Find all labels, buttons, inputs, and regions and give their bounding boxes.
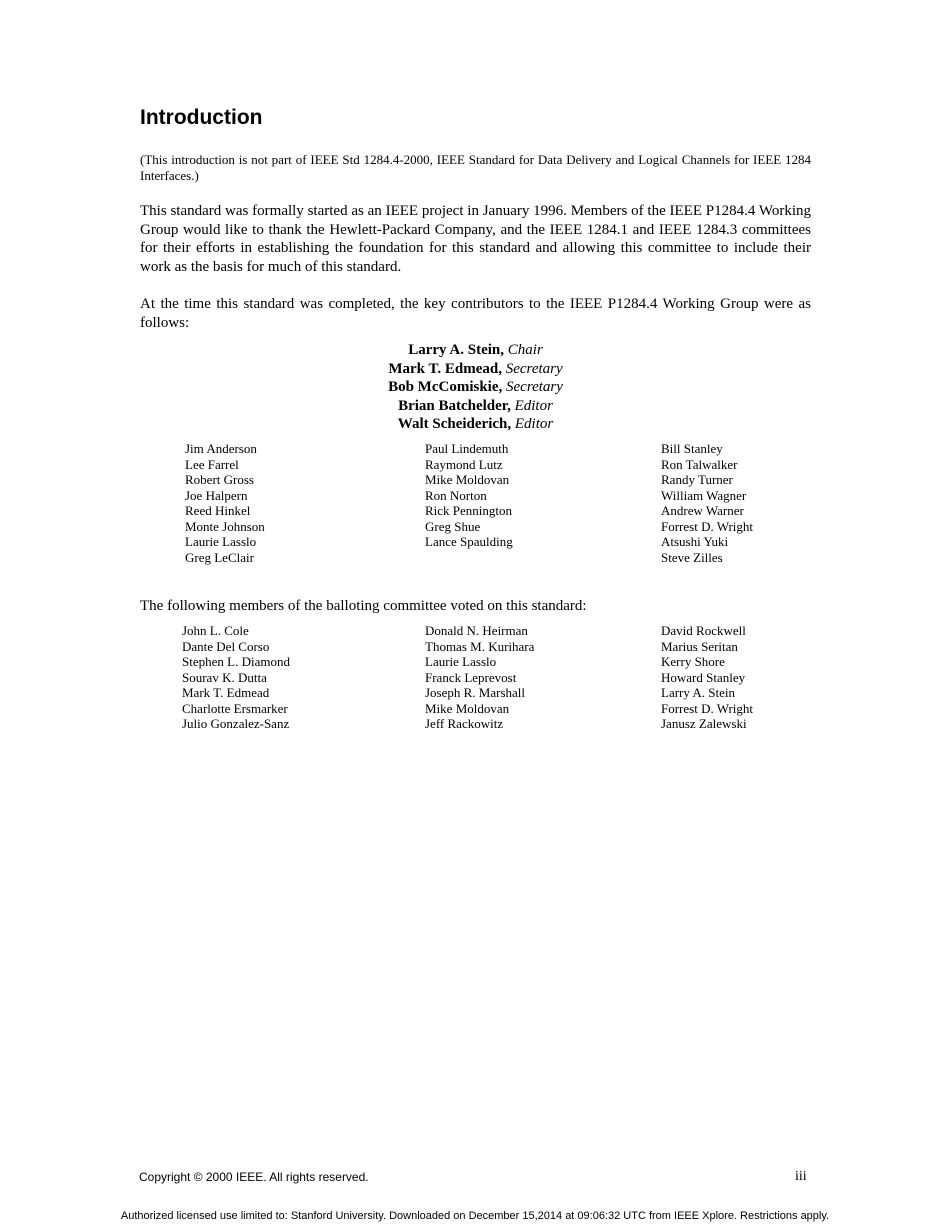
- intro-note: (This introduction is not part of IEEE Std 1284.4-2000, IEEE Standard for Data Delivery and Logical Channels for IEEE 1284 Interfaces.): [140, 152, 811, 183]
- working-group-column-1: [185, 441, 265, 565]
- ballot-member-name: Mike Moldovan: [425, 700, 510, 716]
- ballot-member-name: Stephen L. Diamond: [182, 654, 290, 669]
- ballot-member-name: Sourav K. Dutta: [182, 669, 267, 685]
- member-name: Ron Norton: [425, 487, 487, 503]
- member-name: Rick Pennington: [425, 503, 513, 518]
- member-name: Ron Talwalker: [661, 456, 738, 472]
- member-name: Robert Gross: [185, 472, 254, 487]
- officer-entry: Mark T. Edmead, Secretary: [388, 360, 563, 377]
- ballot-member-name: Dante Del Corso: [182, 638, 270, 654]
- member-name: Steve Zilles: [661, 549, 723, 565]
- member-name: Mike Moldovan: [425, 472, 510, 487]
- member-name: Laurie Lasslo: [185, 534, 257, 549]
- member-name: Atsushi Yuki: [661, 534, 729, 549]
- ballot-member-name: Jeff Rackowitz: [425, 716, 504, 731]
- ballot-member-name: Mark T. Edmead: [182, 685, 270, 700]
- ballot-column-2: [425, 623, 534, 732]
- ballot-member-name: Charlotte Ersmarker: [182, 700, 288, 716]
- member-name: Joe Halpern: [185, 487, 248, 503]
- officer-entry: Brian Batchelder, Editor: [398, 397, 553, 414]
- member-name: Paul Lindemuth: [425, 441, 509, 456]
- member-name: Lee Farrel: [185, 456, 239, 472]
- license-notice: Authorized licensed use limited to: Stanford University. Downloaded on December 15,2014 at 09:06:32 UTC from IEEE Xplore. Restrictions apply.: [120, 1210, 830, 1222]
- page-title: Introduction: [140, 106, 263, 129]
- ballot-member-name: Janusz Zalewski: [661, 716, 747, 731]
- member-name: Andrew Warner: [661, 503, 744, 518]
- ballot-member-name: Julio Gonzalez-Sanz: [182, 716, 290, 731]
- ballot-member-name: Joseph R. Marshall: [425, 685, 526, 700]
- member-name: Lance Spaulding: [425, 534, 513, 549]
- member-name: Randy Turner: [661, 472, 733, 487]
- ballot-member-name: Howard Stanley: [661, 669, 746, 685]
- officer-entry: Walt Scheiderich, Editor: [397, 416, 554, 433]
- ballot-member-name: Kerry Shore: [661, 654, 725, 669]
- member-name: Monte Johnson: [185, 518, 265, 534]
- working-group-column-2: [425, 441, 513, 550]
- ballot-member-name: Donald N. Heirman: [425, 623, 528, 638]
- ballot-member-name: John L. Cole: [182, 623, 249, 638]
- intro-paragraph-1: This standard was formally started as an IEEE project in January 1996. Members of the IEEE P1284.4 Working Group would like to thank the Hewlett-Packard Company, and the IEEE 1284.1 and IEEE 1284.3 committees for their efforts in establishing the foundation for this standard and allowing this committee to include their work as the basis for much of this standard.: [140, 203, 811, 275]
- member-name: Jim Anderson: [185, 441, 257, 456]
- ballot-member-name: Larry A. Stein: [661, 685, 736, 700]
- ballot-intro: The following members of the balloting committee voted on this standard:: [140, 598, 587, 614]
- ballot-column-1: [182, 623, 290, 732]
- officer-entry: Larry A. Stein, Chair: [408, 342, 543, 358]
- ballot-member-name: Forrest D. Wright: [661, 700, 754, 716]
- member-name: Greg Shue: [425, 518, 481, 534]
- officer-list: [140, 341, 811, 434]
- officer-entry: Bob McComiskie, Secretary: [388, 379, 563, 396]
- intro-paragraph-2: At the time this standard was completed, the key contributors to the IEEE P1284.4 Working Group were as follows:: [140, 296, 811, 331]
- ballot-member-name: Franck Leprevost: [425, 669, 517, 685]
- member-name: Greg LeClair: [185, 549, 254, 565]
- ballot-member-name: Laurie Lasslo: [425, 654, 497, 669]
- ballot-member-name: Thomas M. Kurihara: [425, 638, 535, 654]
- member-name: Forrest D. Wright: [661, 518, 754, 534]
- member-name: Raymond Lutz: [425, 456, 503, 472]
- working-group-column-3: [661, 441, 753, 565]
- member-name: Reed Hinkel: [185, 503, 251, 518]
- ballot-column-3: [661, 623, 753, 732]
- ballot-member-name: David Rockwell: [661, 623, 746, 638]
- member-name: Bill Stanley: [661, 441, 723, 456]
- footer-copyright: Copyright © 2000 IEEE. All rights reserved.: [139, 1170, 369, 1184]
- member-name: William Wagner: [661, 487, 747, 503]
- ballot-member-name: Marius Seritan: [661, 638, 738, 654]
- page-number: iii: [795, 1169, 807, 1184]
